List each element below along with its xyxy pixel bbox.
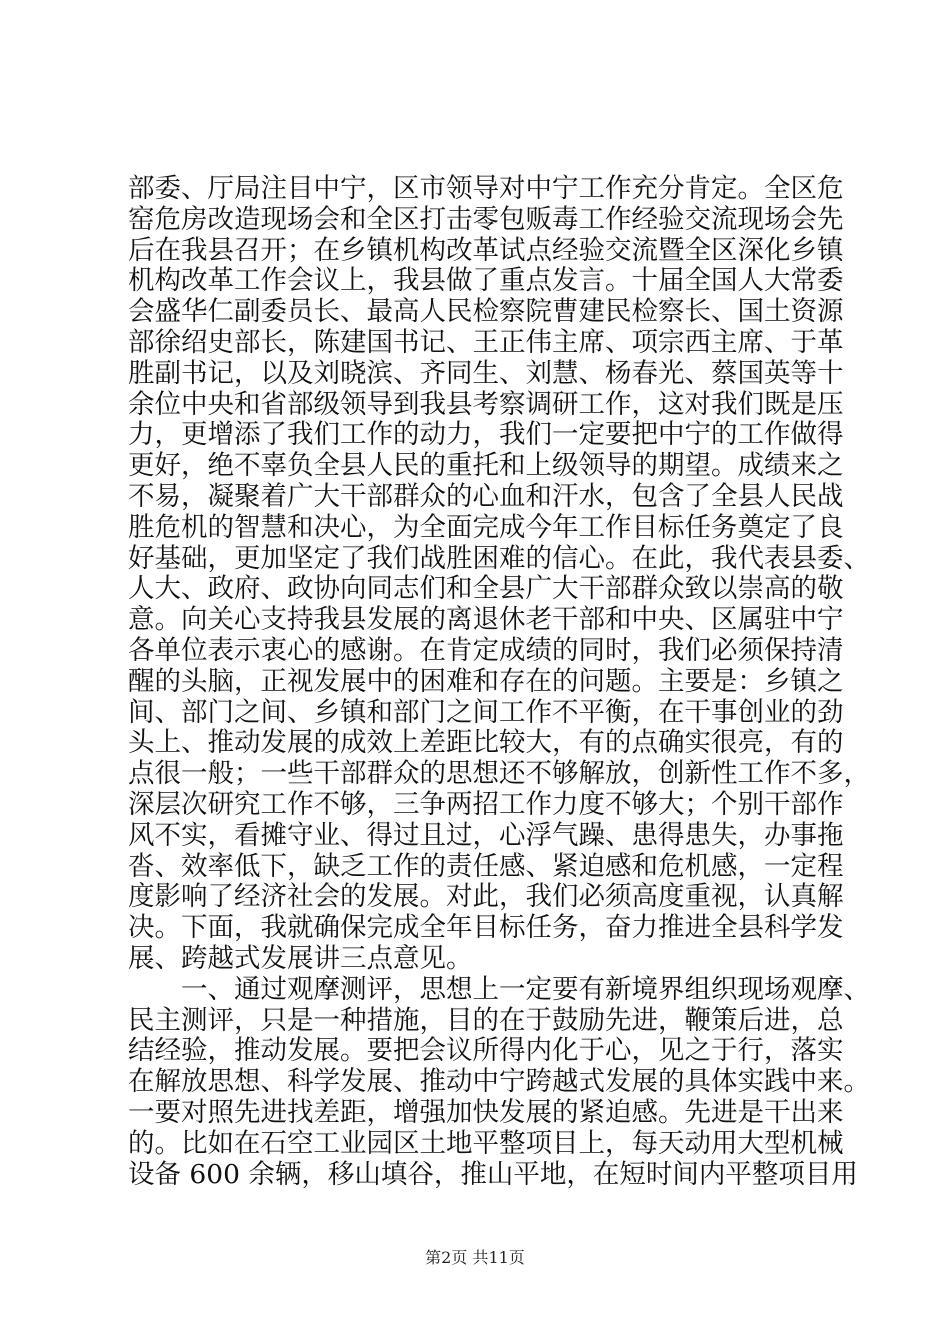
text-line: 胜副书记，以及刘晓滨、齐同生、刘慧、杨春光、蔡国英等十 <box>128 357 844 389</box>
text-line: 头上、推动发展的成效上差距比较大，有的点确实很亮，有的 <box>128 727 844 759</box>
text-line: 的。比如在石空工业园区土地平整项目上，每天动用大型机械 <box>128 1127 844 1159</box>
text-line: 后在我县召开；在乡镇机构改革试点经验交流暨全区深化乡镇 <box>128 234 844 266</box>
page-footer: 第2页 共11页 <box>425 1248 525 1267</box>
text-line: 民主测评，只是一种措施，目的在于鼓励先进，鞭策后进，总 <box>128 1004 844 1036</box>
text-line: 深层次研究工作不够，三争两招工作力度不够大；个别干部作 <box>128 788 844 820</box>
text-line: 结经验，推动发展。要把会议所得内化于心，见之于行，落实 <box>128 1035 844 1067</box>
text-line: 好基础，更加坚定了我们战胜困难的信心。在此，我代表县委、 <box>128 542 870 574</box>
text-line: 更好，绝不辜负全县人民的重托和上级领导的期望。成绩来之 <box>128 450 844 482</box>
text-line: 不易，凝聚着广大干部群众的心血和汗水，包含了全县人民战 <box>128 480 844 512</box>
text-line: 度影响了经济社会的发展。对此，我们必须高度重视，认真解 <box>128 881 844 913</box>
text-line: 决。下面，我就确保完成全年目标任务，奋力推进全县科学发 <box>128 912 844 944</box>
text-line: 部委、厅局注目中宁，区市领导对中宁工作充分肯定。全区危 <box>128 173 844 204</box>
text-line: 余位中央和省部级领导到我县考察调研工作，这对我们既是压 <box>128 388 844 420</box>
text-line: 会盛华仁副委员长、最高人民检察院曹建民检察长、国土资源 <box>128 296 844 328</box>
text-line: 一要对照先进找差距，增强加快发展的紧迫感。先进是干出来 <box>128 1096 844 1128</box>
text-line: 在解放思想、科学发展、推动中宁跨越式发展的具体实践中来。 <box>128 1066 870 1098</box>
text-line: 间、部门之间、乡镇和部门之间工作不平衡，在干事创业的劲 <box>128 696 844 728</box>
text-line: 人大、政府、政协向同志们和全县广大干部群众致以崇高的敬 <box>128 573 844 605</box>
body-text <box>128 173 870 1190</box>
text-line: 展、跨越式发展讲三点意见。 <box>128 942 473 974</box>
text-line: 风不实，看摊守业、得过且过，心浮气躁、患得患失，办事拖 <box>128 819 844 851</box>
text-line: 部徐绍史部长，陈建国书记、王正伟主席、项宗西主席、于革 <box>128 326 844 358</box>
text-line: 胜危机的智慧和决心，为全面完成今年工作目标任务奠定了良 <box>128 511 844 543</box>
text-line: 各单位表示衷心的感谢。在肯定成绩的同时，我们必须保持清 <box>128 634 844 666</box>
text-line: 一、通过观摩测评，思想上一定要有新境界组织现场观摩、 <box>128 973 870 1005</box>
text-line: 设备 600 余辆，移山填谷，推山平地，在短时间内平整项目用 <box>128 1158 858 1190</box>
text-line: 意。向关心支持我县发展的离退休老干部和中央、区属驻中宁 <box>128 604 844 636</box>
text-line: 沓、效率低下，缺乏工作的责任感、紧迫感和危机感，一定程 <box>128 850 844 882</box>
text-line: 窑危房改造现场会和全区打击零包贩毒工作经验交流现场会先 <box>128 203 844 235</box>
text-line: 醒的头脑，正视发展中的困难和存在的问题。主要是：乡镇之 <box>128 665 844 697</box>
text-line: 机构改革工作会议上，我县做了重点发言。十届全国人大常委 <box>128 265 844 297</box>
text-line: 力，更增添了我们工作的动力，我们一定要把中宁的工作做得 <box>128 419 844 451</box>
text-line: 点很一般；一些干部群众的思想还不够解放，创新性工作不多， <box>128 758 870 790</box>
